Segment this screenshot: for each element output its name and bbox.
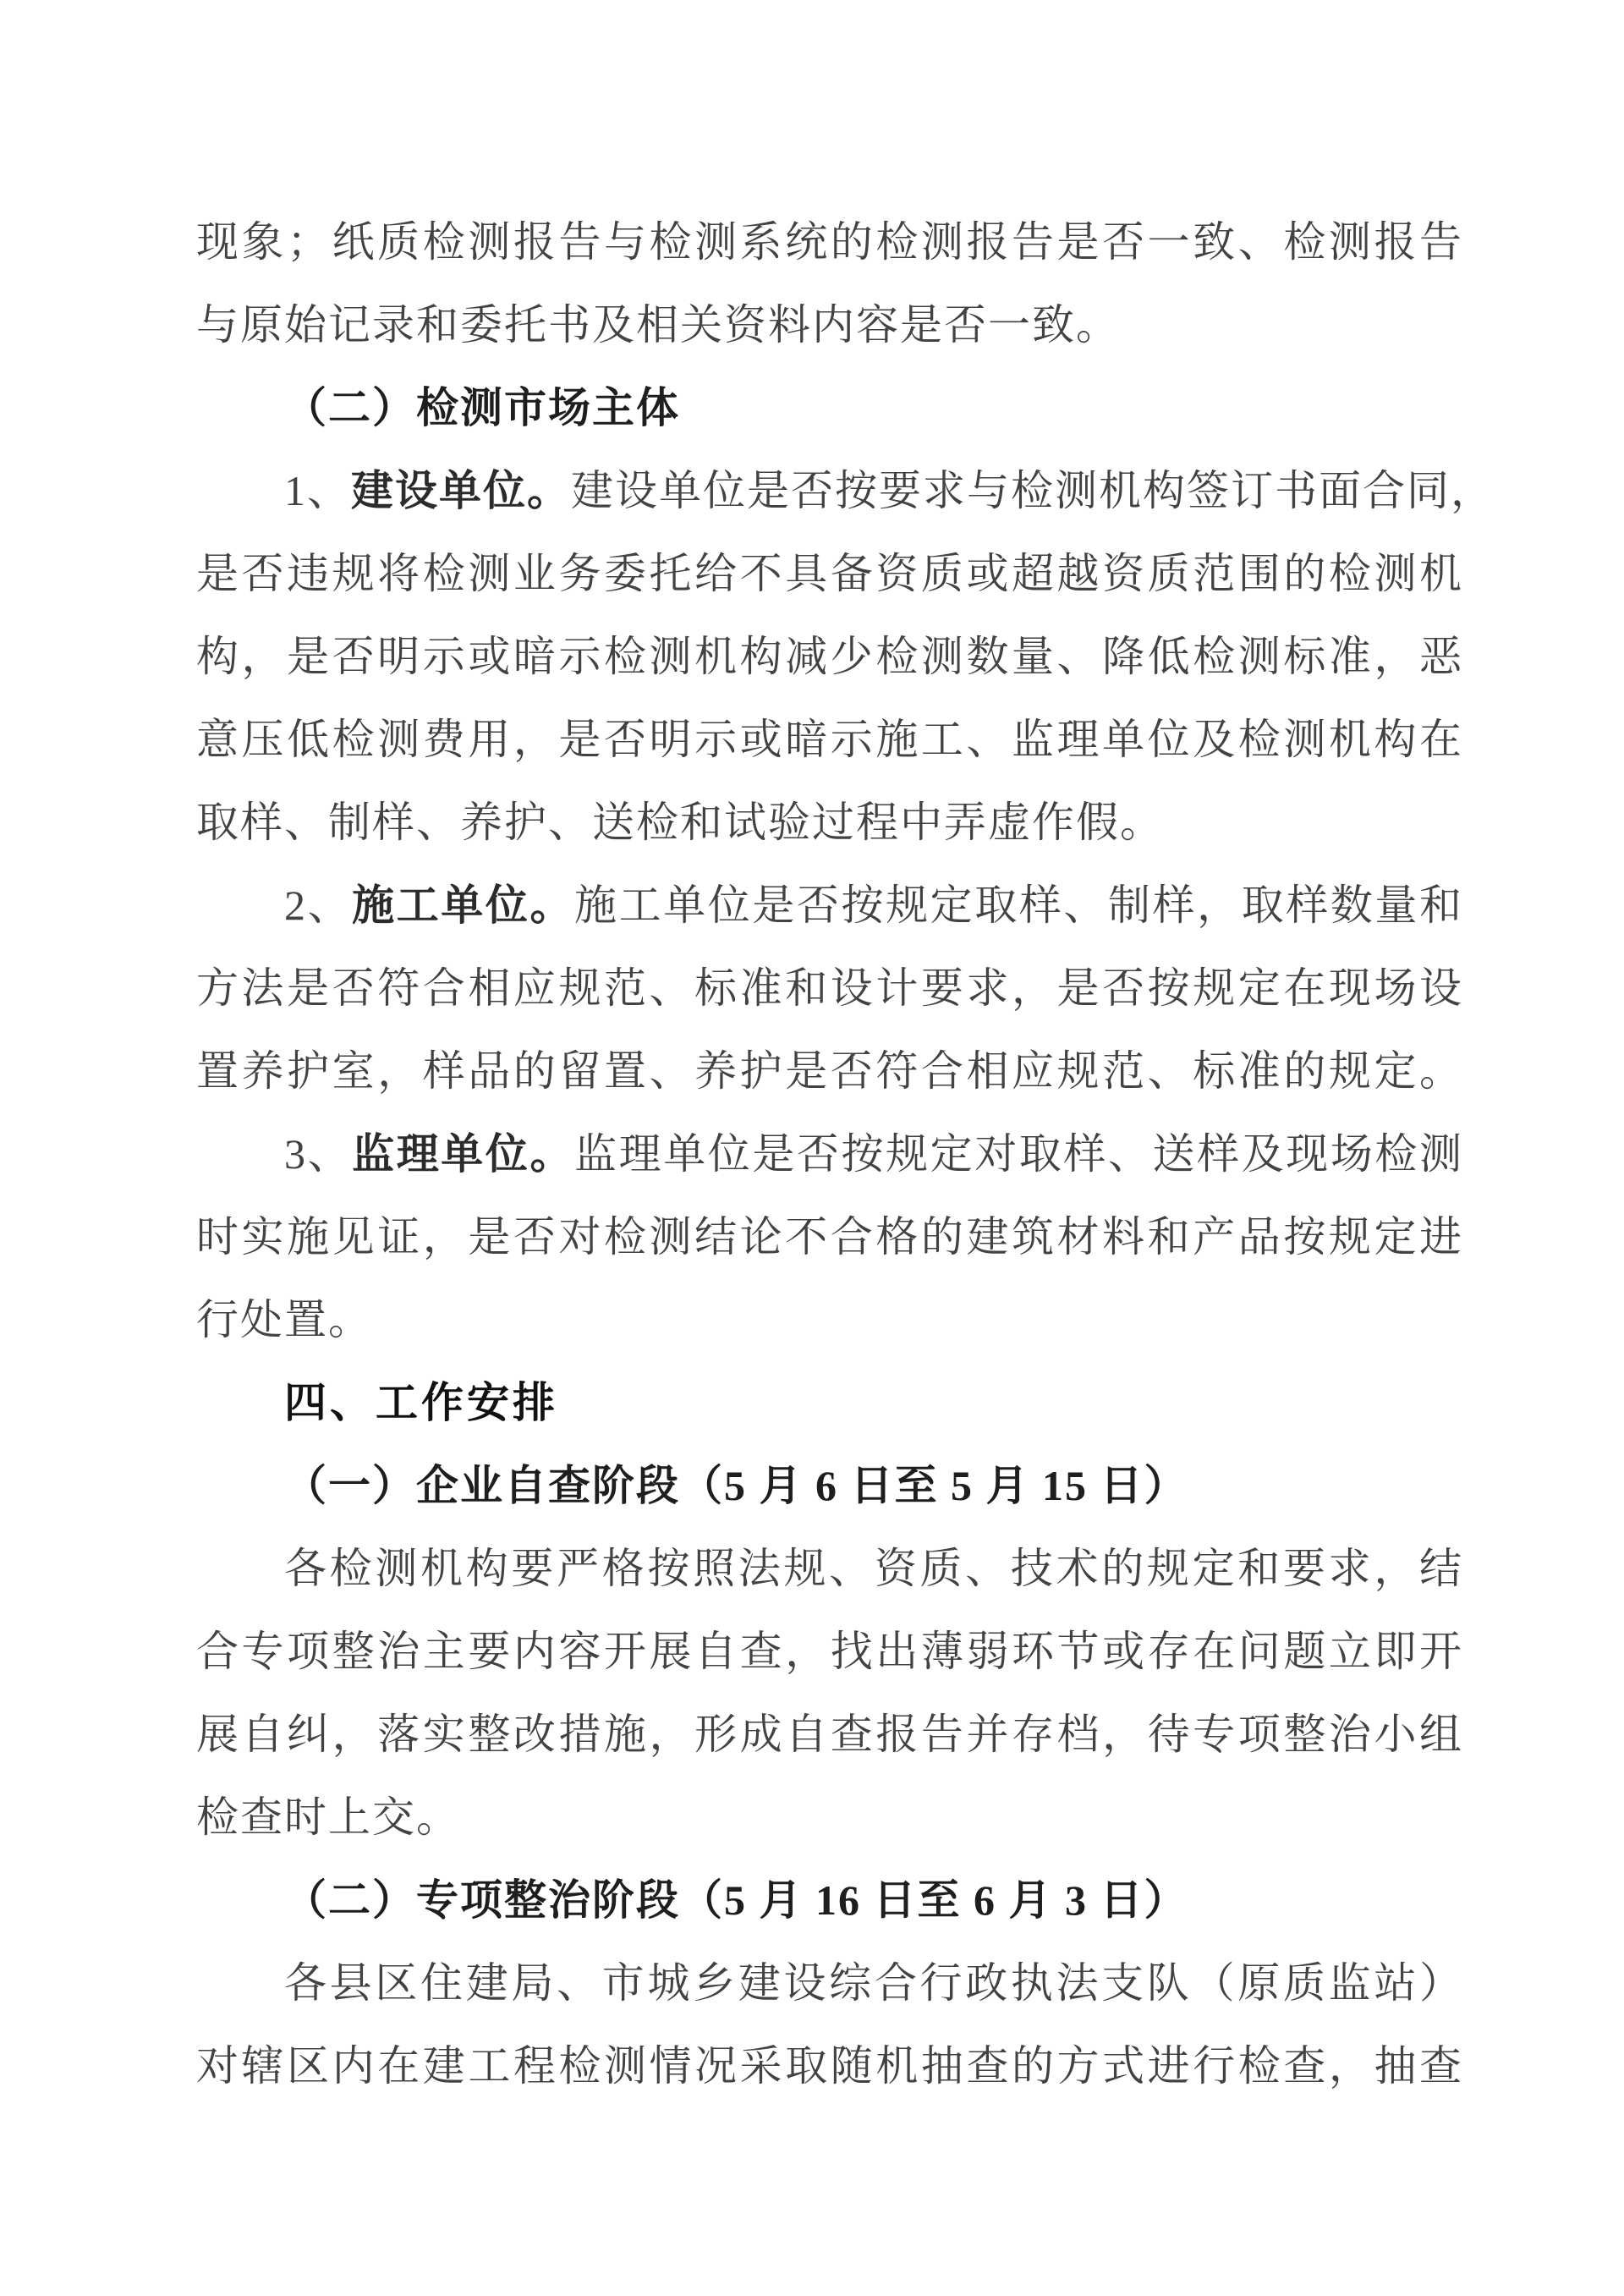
- subsection-heading-self-inspection-stage: [196, 1444, 1463, 1527]
- bold-text-segment: （一）企业自查阶段（5 月 6 日至 5 月 15 日）: [284, 1462, 1188, 1509]
- body-line: [196, 1195, 1463, 1278]
- text-segment: 建设单位是否按要求与检测机构签订书面合同，: [571, 467, 1495, 514]
- body-line-paragraph-end: [196, 781, 1463, 864]
- bold-text-segment: 施工单位。: [352, 882, 575, 929]
- text-segment: 各检测机构要严格按照法规、资质、技术的规定和要求，结: [284, 1545, 1463, 1592]
- text-segment: 检查时上交。: [196, 1793, 460, 1841]
- body-line: [196, 1693, 1463, 1776]
- bold-text-segment: 监理单位。: [352, 1130, 575, 1178]
- text-segment: 对辖区内在建工程检测情况采取随机抽查的方式进行检查，抽查: [196, 2042, 1463, 2090]
- text-segment: 取样、制样、养护、送检和试验过程中弄虚作假。: [196, 799, 1164, 846]
- body-line-paragraph-start: [196, 1527, 1463, 1610]
- text-segment: 各县区住建局、市城乡建设综合行政执法支队（原质监站）: [284, 1959, 1463, 2007]
- section-heading-work-arrangement: [196, 1361, 1463, 1444]
- bold-text-segment: 四、工作安排: [284, 1379, 558, 1426]
- text-segment: 施工单位是否按规定取样、制样，取样数量和: [574, 882, 1464, 929]
- text-segment: 与原始记录和委托书及相关资料内容是否一致。: [196, 301, 1120, 349]
- text-segment: 监理单位是否按规定对取样、送样及现场检测: [574, 1130, 1464, 1178]
- text-segment: 是否违规将检测业务委托给不具备资质或超越资质范围的检测机: [196, 550, 1463, 597]
- text-segment: 展自纠，落实整改措施，形成自查报告并存档，待专项整治小组: [196, 1711, 1463, 1758]
- text-segment: 置养护室，样品的留置、养护是否符合相应规范、标准的规定。: [196, 1047, 1463, 1095]
- body-line-paragraph-end: [196, 1776, 1463, 1859]
- text-segment: 3、: [284, 1130, 353, 1178]
- body-line-paragraph-start: [196, 1112, 1463, 1195]
- body-line-paragraph-end: [196, 1030, 1463, 1112]
- subsection-heading-special-rectification-stage: [196, 1859, 1463, 1942]
- text-segment: 1、: [284, 467, 351, 514]
- body-line: [196, 532, 1463, 615]
- text-segment: 合专项整治主要内容开展自查，找出薄弱环节或存在问题立即开: [196, 1628, 1463, 1675]
- text-segment: 方法是否符合相应规范、标准和设计要求，是否按规定在现场设: [196, 964, 1463, 1012]
- text-segment: 2、: [284, 882, 353, 929]
- bold-text-segment: （二）专项整治阶段（5 月 16 日至 6 月 3 日）: [284, 1876, 1188, 1924]
- text-segment: 行处置。: [196, 1296, 372, 1343]
- text-segment: 意压低检测费用，是否明示或暗示施工、监理单位及检测机构在: [196, 716, 1463, 763]
- body-line-paragraph-start: [196, 864, 1463, 947]
- text-segment: 构，是否明示或暗示检测机构减少检测数量、降低检测标准，恶: [196, 633, 1463, 680]
- bold-text-segment: 建设单位。: [351, 467, 571, 514]
- body-line: [196, 947, 1463, 1030]
- bold-text-segment: （二）检测市场主体: [284, 384, 680, 431]
- body-line-paragraph-end: [196, 1278, 1463, 1361]
- body-line: [196, 1610, 1463, 1693]
- body-line-continuation: [196, 200, 1463, 283]
- text-segment: 现象；纸质检测报告与检测系统的检测报告是否一致、检测报告: [196, 218, 1463, 266]
- text-segment: 时实施见证，是否对检测结论不合格的建筑材料和产品按规定进: [196, 1213, 1463, 1261]
- body-line-paragraph-start: [196, 449, 1495, 532]
- body-line: [196, 698, 1463, 781]
- body-line: [196, 615, 1463, 698]
- subsection-heading-testing-market-entities: [196, 366, 1463, 449]
- body-line-paragraph-start: [196, 1942, 1463, 2024]
- document-content: [196, 200, 1495, 2107]
- body-line: [196, 2024, 1463, 2107]
- body-line-paragraph-end: [196, 283, 1463, 366]
